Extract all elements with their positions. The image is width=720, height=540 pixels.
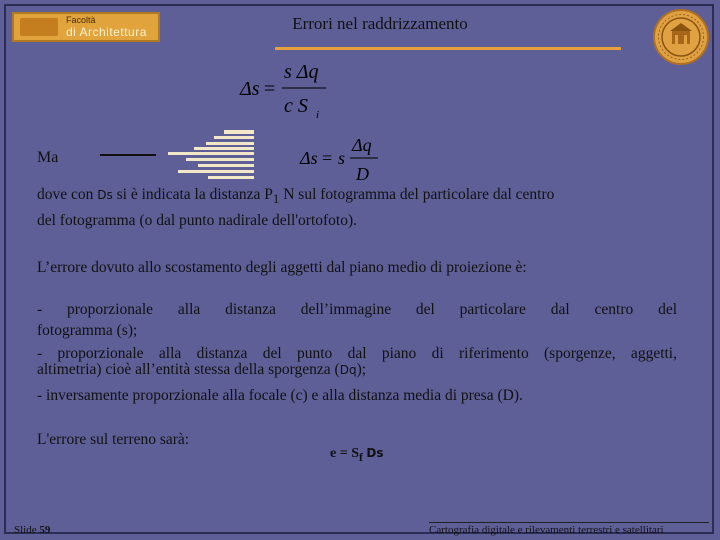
course-name: Cartografia digitale e rilevamenti terrestri e satellitari bbox=[429, 524, 664, 536]
bullet-distance-image-cont: fotogramma (s); bbox=[37, 322, 138, 339]
slide-label: Slide bbox=[14, 524, 40, 536]
decorative-stripes bbox=[98, 130, 258, 184]
university-seal-icon bbox=[652, 8, 710, 66]
f2-num: Δq bbox=[352, 135, 372, 155]
title-underline bbox=[275, 47, 621, 50]
eq-a: e = S bbox=[330, 446, 359, 461]
p1-sub: 1 bbox=[272, 191, 280, 207]
formula-delta-s-distance bbox=[298, 134, 386, 186]
slide-num: 59 bbox=[39, 524, 51, 536]
ma-label: Ma bbox=[37, 149, 59, 166]
p1-b: si è indicata la distanza P bbox=[112, 186, 273, 203]
paragraph-ground-error: L'errore sul terreno sarà: bbox=[37, 431, 190, 448]
f1-num: s Δq bbox=[284, 61, 319, 83]
p4b-symbol: Dq bbox=[339, 363, 357, 377]
slide-title: Errori nel raddrizzamento bbox=[292, 14, 468, 33]
paragraph-error-intro: L’errore dovuto allo scostamento degli aggetti dal piano medio di proiezione è: bbox=[37, 259, 527, 276]
p1-c: N sul fotogramma del particolare dal centro bbox=[279, 186, 555, 203]
bullet-distance-plane-cont bbox=[37, 360, 677, 380]
logo-mark-icon bbox=[20, 18, 58, 36]
formula-delta-s-focal bbox=[230, 58, 340, 124]
f1-sub: i bbox=[316, 109, 320, 121]
f1-eq: = bbox=[264, 78, 276, 100]
p1-a: dove con bbox=[37, 186, 98, 203]
f2-s: s bbox=[338, 148, 346, 168]
f2-eq: = bbox=[322, 148, 333, 168]
eq-symbol: Ds bbox=[366, 446, 384, 460]
f1-lhs: Δs bbox=[240, 78, 260, 100]
eq-sub: f bbox=[358, 450, 363, 464]
p1-symbol: Ds bbox=[97, 188, 113, 202]
ground-error-equation bbox=[330, 446, 383, 464]
paragraph-definition-cont: del fotogramma (o dal punto nadirale dell'ortofoto). bbox=[37, 212, 358, 229]
f2-den: D bbox=[356, 164, 369, 184]
logo-line2: di Architettura bbox=[66, 25, 147, 39]
f1-den: c S bbox=[284, 95, 308, 117]
slide-number bbox=[14, 524, 50, 536]
bullet-inverse-focal: - inversamente proporzionale alla focale (c) e alla distanza media di presa (D). bbox=[37, 387, 523, 404]
bullet-distance-plane: - proporzionale alla distanza del punto dal piano di riferimento (sporgenze, aggetti, bbox=[37, 345, 677, 362]
f2-lhs: Δs bbox=[300, 148, 318, 168]
faculty-logo bbox=[12, 12, 160, 42]
p4b-a: altimetria) cioè all’entità stessa della sporgenza ( bbox=[37, 361, 340, 378]
logo-line1: Facoltà bbox=[66, 15, 96, 25]
bullet-distance-image: - proporzionale alla distanza dell’immagine del particolare dal centro del bbox=[37, 301, 677, 318]
paragraph-definition bbox=[37, 185, 687, 208]
p4b-b: ); bbox=[356, 361, 367, 378]
footer-underline bbox=[429, 522, 709, 523]
